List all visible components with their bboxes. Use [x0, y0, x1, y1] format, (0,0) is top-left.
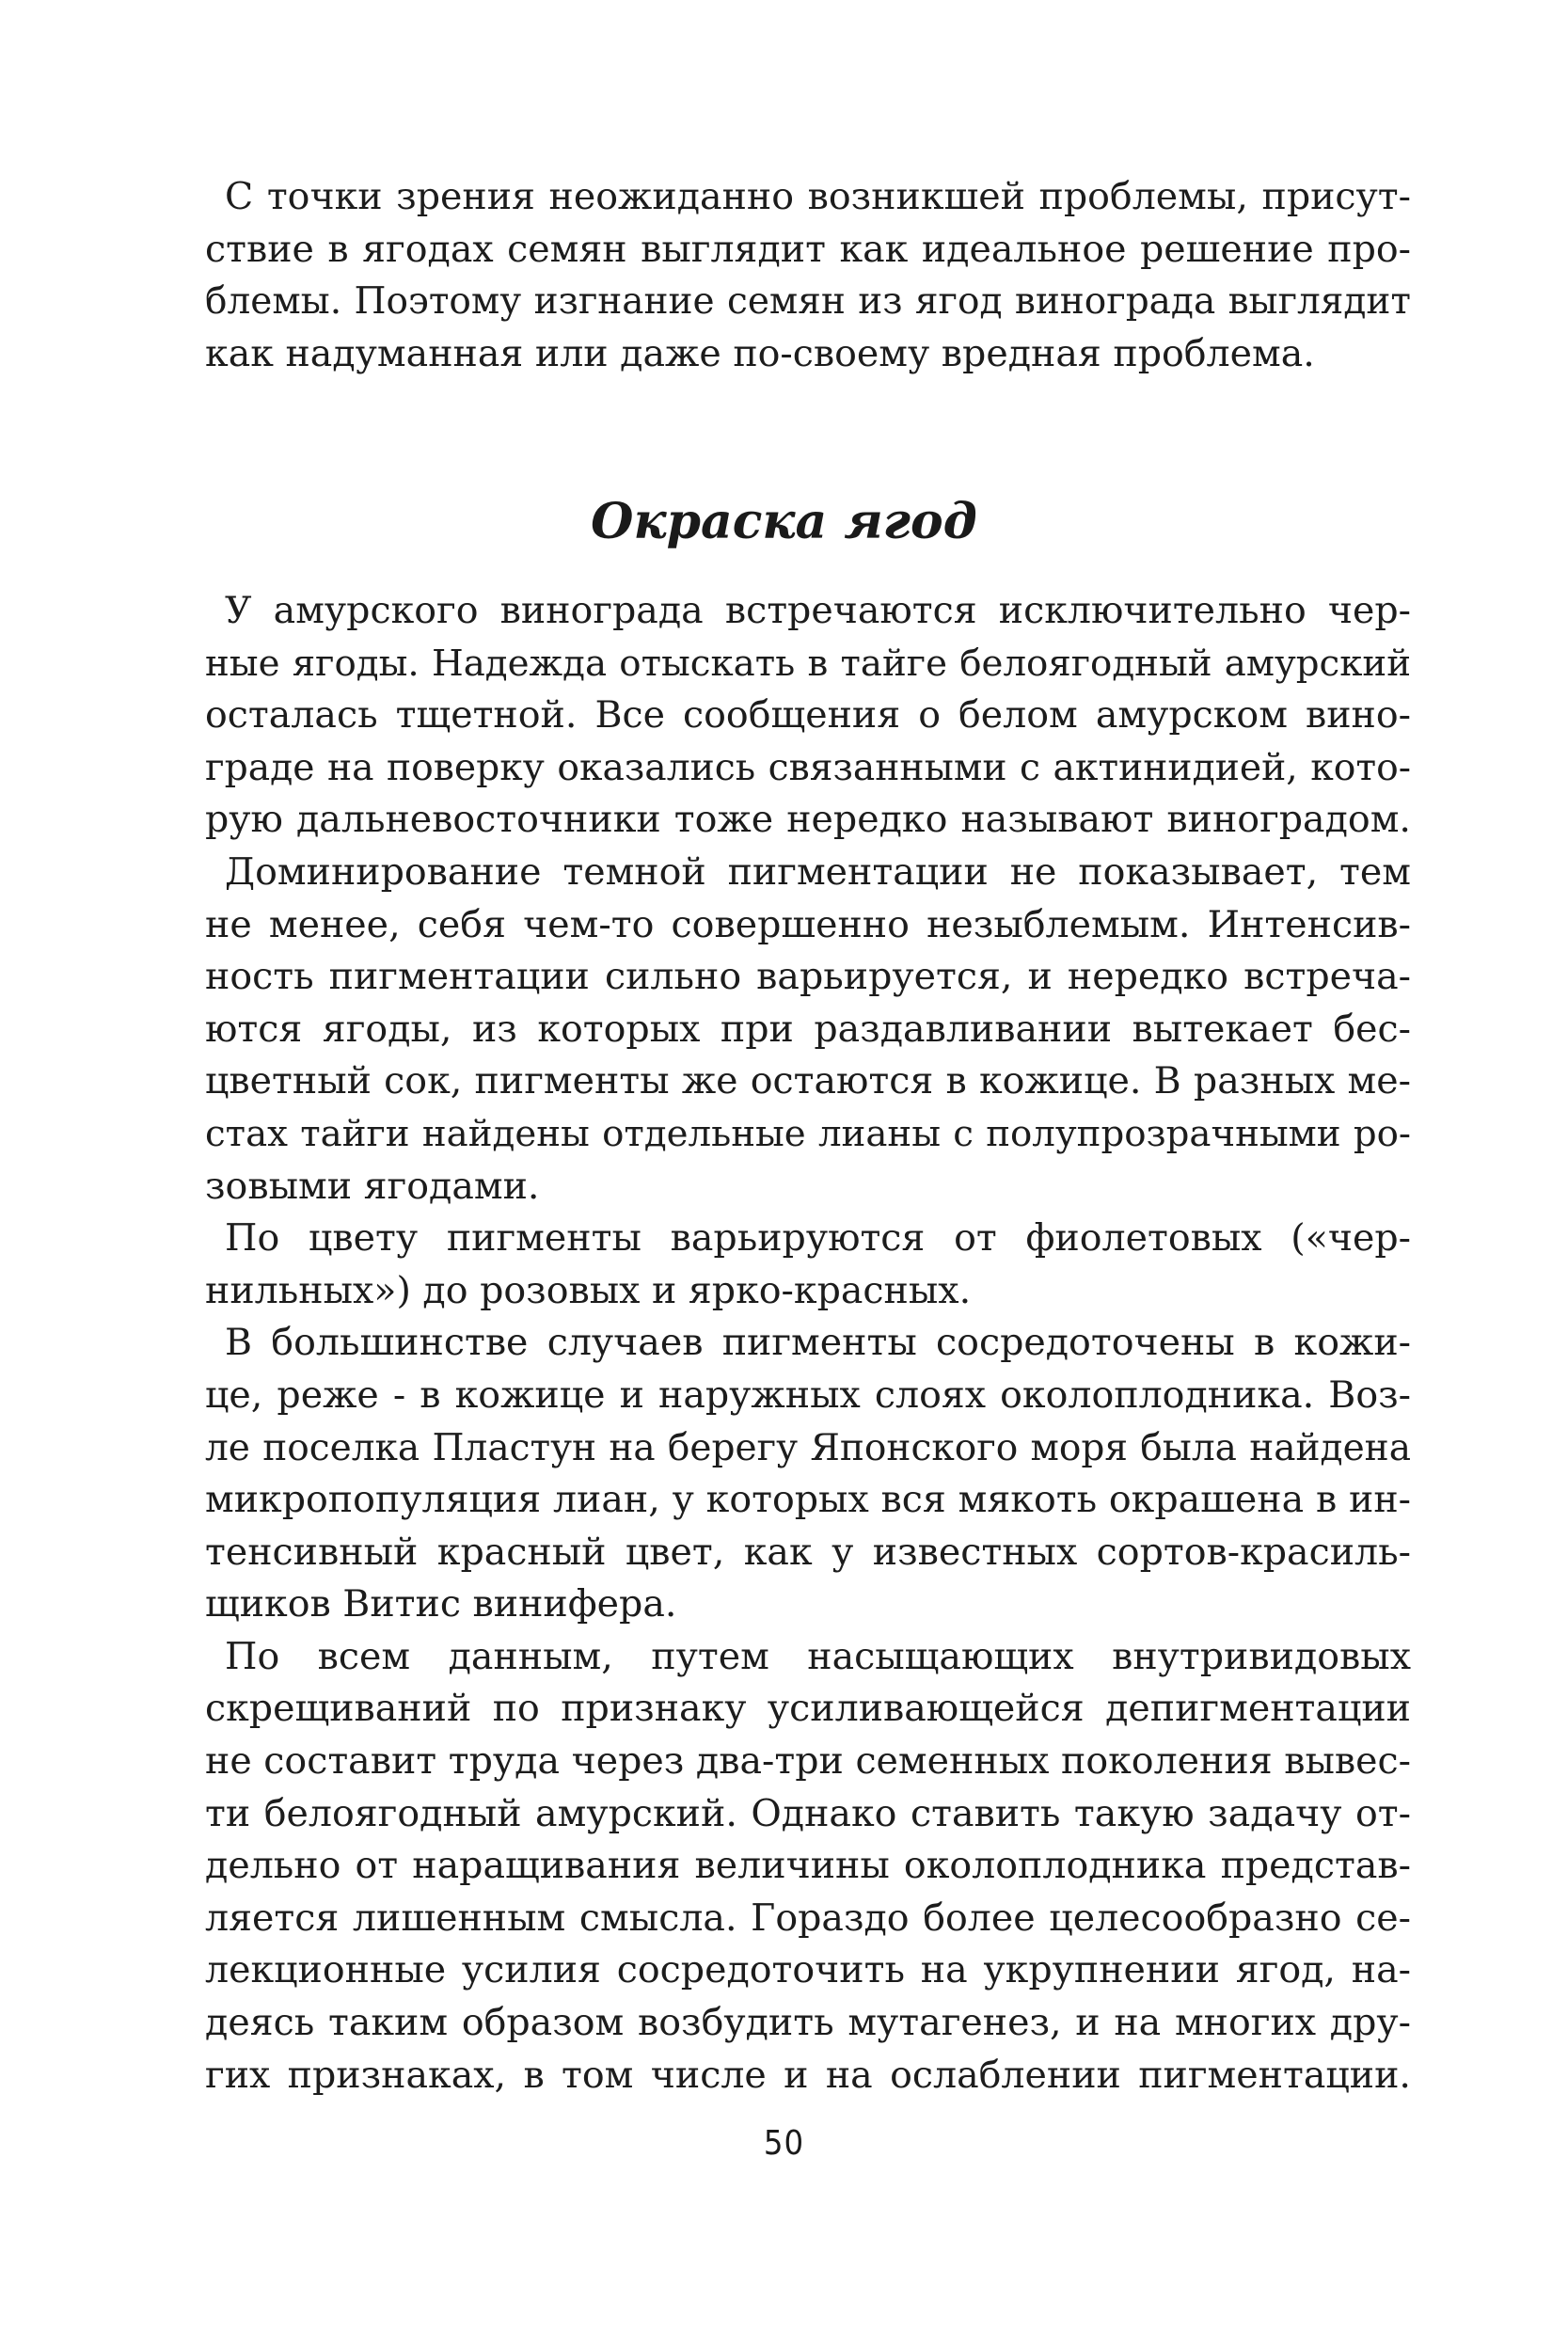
page-number: 50 [763, 2124, 805, 2163]
text-line: По цвету пигменты варьируются от фиолетовых («чер- [225, 1216, 1411, 1261]
text-line: как надуманная или даже по-своему вредная проблема. [205, 331, 1315, 375]
text-line: У амурского винограда встречаются исключительно чер- [225, 589, 1411, 632]
text-line: деясь таким образом возбудить мутагенез, и на многих дру- [205, 2001, 1411, 2045]
text-line: дельно от наращивания величины околоплодника представ- [205, 1844, 1411, 1888]
text-line: цветный сок, пигменты же остаются в кожице. В разных ме- [205, 1059, 1411, 1103]
text-line: щиков Витис винифера. [205, 1582, 677, 1626]
text-line: С точки зрения неожиданно возникшей проблемы, присут- [225, 175, 1411, 218]
text-line: ляется лишенным смысла. Гораздо более целесообразно се- [205, 1896, 1411, 1940]
text-line: гих признаках, в том числе и на ослаблении пигментации. [205, 2053, 1411, 2097]
intro-paragraph [205, 171, 1411, 380]
text-line: скрещиваний по признаку усиливающейся депигментации [205, 1687, 1411, 1731]
text-line: ются ягоды, из которых при раздавливании вытекает бес- [205, 1007, 1411, 1051]
text-line: не менее, себя чем-то совершенно незыблемым. Интенсив- [205, 902, 1411, 946]
text-line: не составит труда через два-три семенных поколения вывес- [205, 1739, 1411, 1784]
paragraph [205, 1213, 1411, 1317]
text-line: ти белоягодный амурский. Однако ставить такую задачу от- [205, 1791, 1411, 1835]
text-line: Доминирование темной пигментации не показывает, тем [225, 849, 1411, 894]
section-body [205, 585, 1411, 2102]
paragraph [205, 585, 1411, 847]
text-line: блемы. Поэтому изгнание семян из ягод винограда выглядит [205, 280, 1411, 324]
text-line: осталась тщетной. Все сообщения о белом амурском вино- [205, 693, 1411, 738]
paragraph [205, 1317, 1411, 1631]
section-heading: Окраска ягод [591, 493, 977, 550]
text-line: стах тайги найдены отдельные лианы с полупрозрачными ро- [205, 1112, 1411, 1155]
text-line: По всем данным, путем насыщающих внутривидовых [225, 1634, 1411, 1678]
text-line: граде на поверку оказались связанными с актинидией, кото- [205, 746, 1411, 789]
text-line: лекционные усилия сосредоточить на укрупнении ягод, на- [205, 1948, 1411, 1992]
text-line: микропопуляция лиан, у которых вся мякоть окрашена в ин- [205, 1478, 1411, 1522]
paragraph [205, 847, 1411, 1213]
text-line: рую дальневосточники тоже нередко называют виноградом. [205, 798, 1411, 842]
text-line: ность пигментации сильно варьируется, и нередко встреча- [205, 955, 1411, 999]
text-line: В большинстве случаев пигменты сосредоточены в кожи- [225, 1321, 1411, 1365]
text-line: це, реже - в кожице и наружных слоях околоплодника. Воз- [205, 1372, 1411, 1417]
text-line: тенсивный красный цвет, как у известных сортов-красиль- [205, 1530, 1411, 1574]
text-line: ствие в ягодах семян выглядит как идеальное решение про- [205, 227, 1411, 271]
text-line: ные ягоды. Надежда отыскать в тайге белоягодный амурский [205, 642, 1411, 685]
paragraph [205, 1631, 1411, 2102]
text-line: нильных») до розовых и ярко-красных. [205, 1268, 972, 1312]
text-line: зовыми ягодами. [205, 1164, 540, 1208]
text-line: ле поселка Пластун на берегу Японского моря была найдена [205, 1426, 1411, 1469]
